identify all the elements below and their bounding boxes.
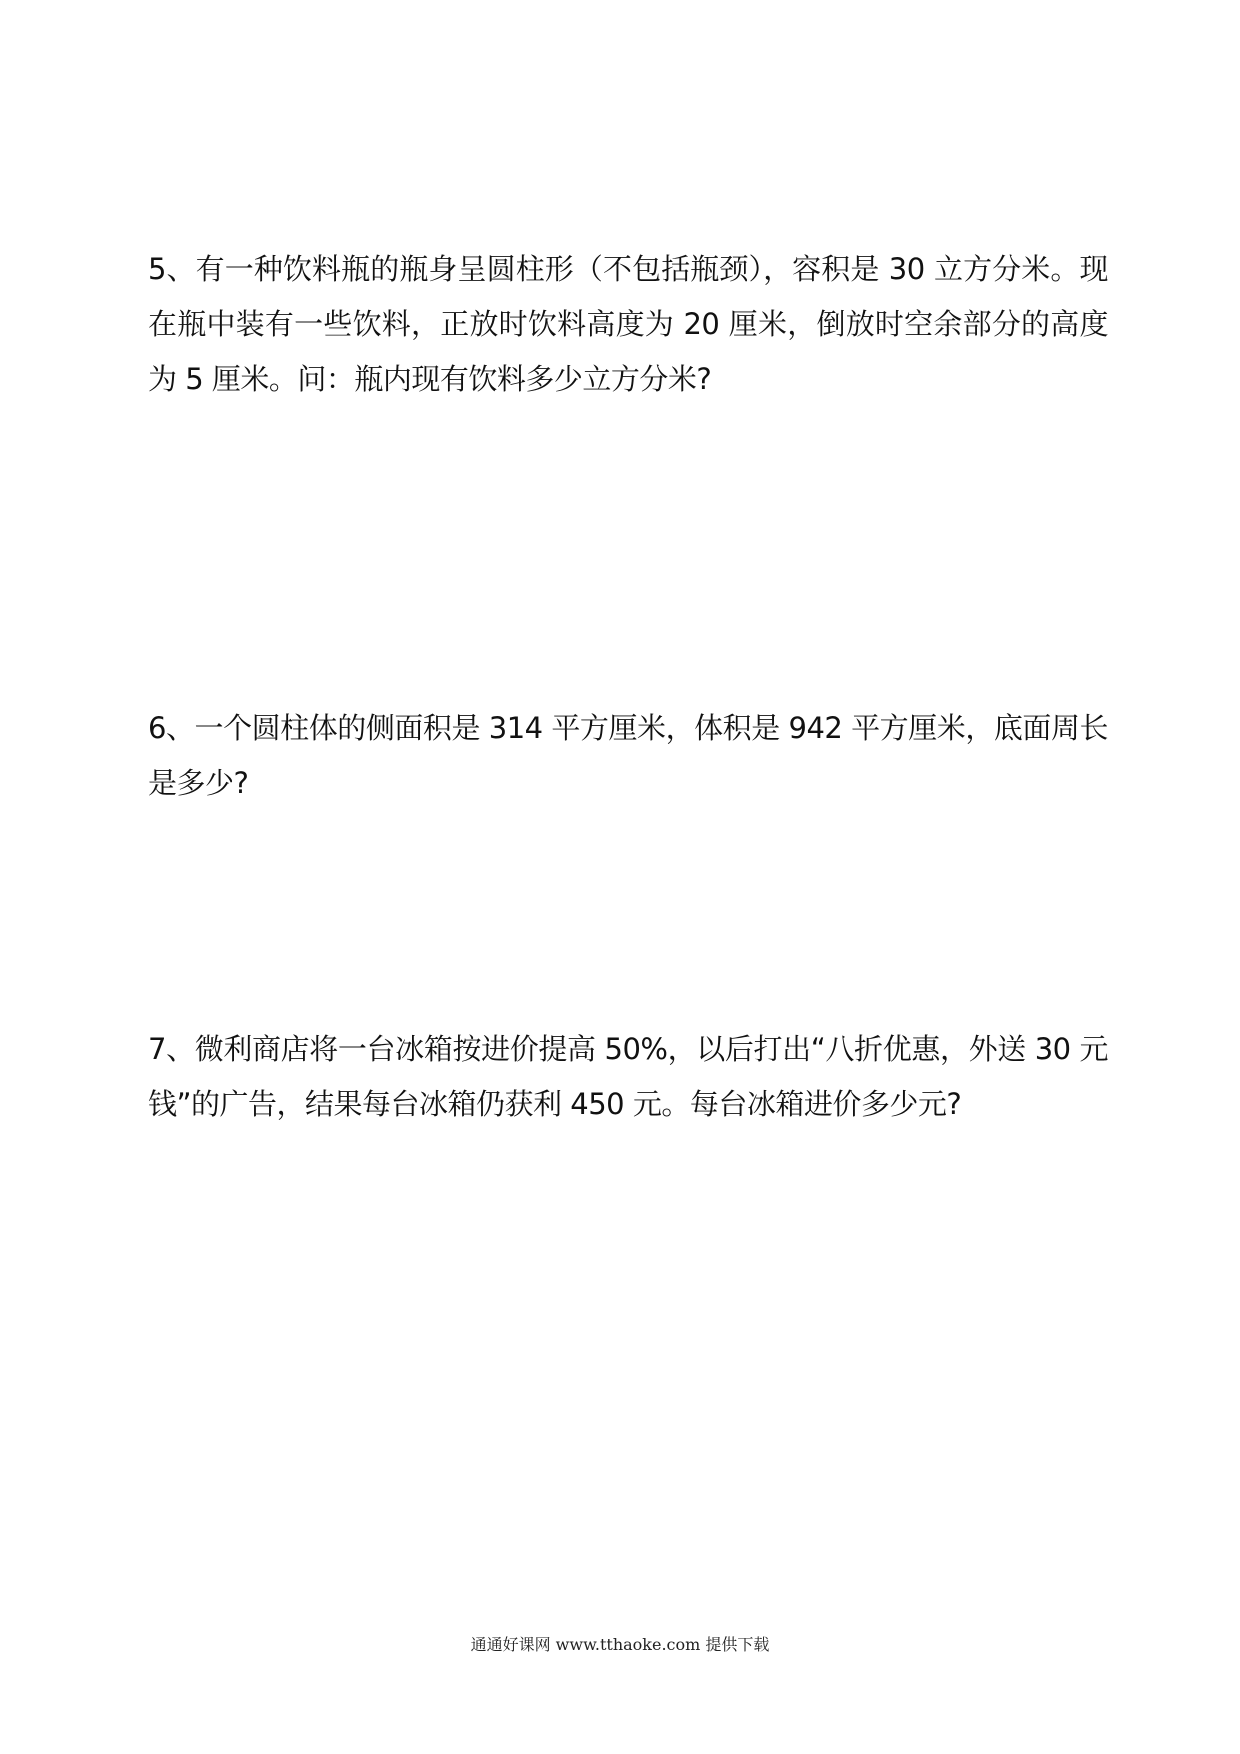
question-7: 7、微利商店将一台冰箱按进价提高 50%，以后打出“八折优惠，外送 30 元钱”的广告，结果每台冰箱仍获利 450 元。每台冰箱进价多少元?	[148, 1032, 1108, 1121]
question-5: 5、有一种饮料瓶的瓶身呈圆柱形（不包括瓶颈），容积是 30 立方分米。现在瓶中装有一些饮料，正放时饮料高度为 20 厘米，倒放时空余部分的高度为 5 厘米。问：瓶内现有饮料多少立方分米?	[148, 252, 1108, 396]
question-6: 6、一个圆柱体的侧面积是 314 平方厘米，体积是 942 平方厘米，底面周长是多少?	[148, 711, 1108, 800]
footer-source-line: 通通好课网 www.tthaoke.com 提供下载	[470, 1635, 770, 1654]
